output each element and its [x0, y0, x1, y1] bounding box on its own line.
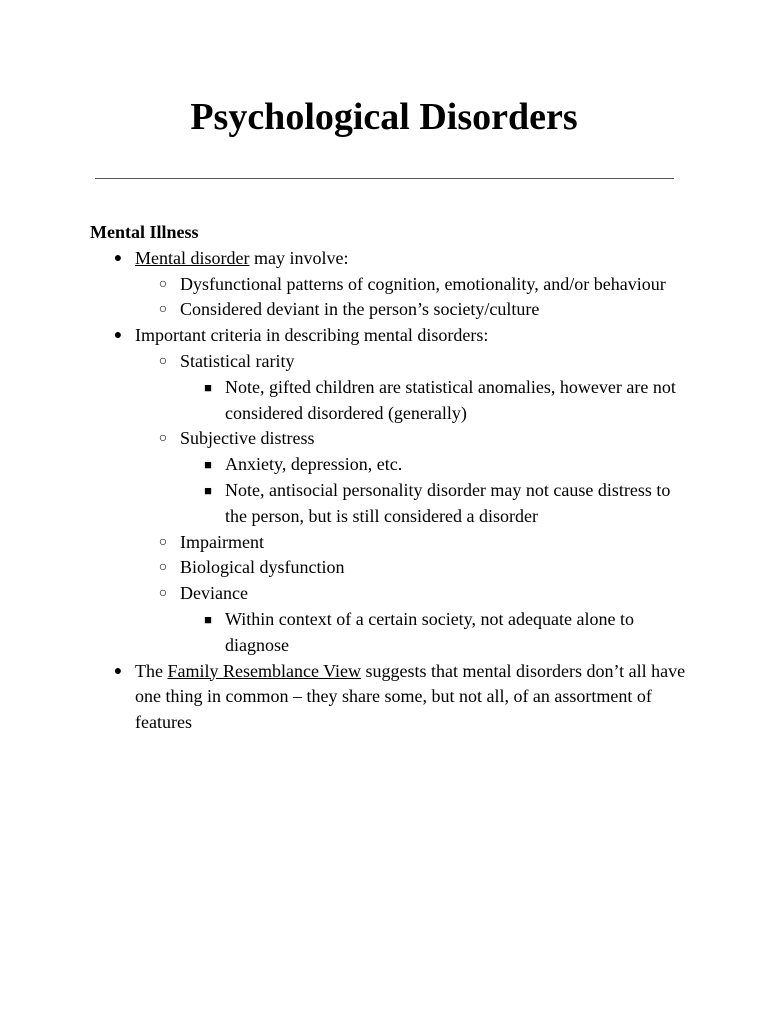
notes-content: [90, 220, 690, 736]
list-item-text: Within context of a certain society, not adequate alone to diagnose: [225, 608, 634, 655]
hollow-circle-bullet-icon: ○: [158, 586, 168, 602]
list-item-text: The: [135, 660, 168, 681]
hollow-circle-bullet-icon: ○: [158, 560, 168, 576]
bullet-list-level-2: [135, 349, 690, 659]
list-item-text: Statistical rarity: [180, 350, 295, 371]
filled-circle-bullet-icon: ●: [113, 663, 123, 679]
square-bullet-icon: ■: [204, 379, 212, 395]
list-item-text: Note, gifted children are statistical anomalies, however are not considered disordered (generally): [225, 376, 676, 423]
list-item-text: Dysfunctional patterns of cognition, emotionality, and/or behaviour: [180, 273, 666, 294]
filled-circle-bullet-icon: ●: [113, 328, 123, 344]
list-item: [90, 246, 690, 323]
page-title: Psychological Disorders: [190, 96, 578, 138]
bullet-list-level-3: [180, 375, 690, 427]
square-bullet-icon: ■: [204, 611, 212, 627]
key-term: Mental disorder: [135, 247, 250, 268]
list-item: [135, 530, 690, 556]
bullet-list-level-1: [90, 246, 690, 736]
list-item: [135, 349, 690, 426]
hollow-circle-bullet-icon: ○: [158, 431, 168, 447]
list-item-text: may involve:: [249, 247, 349, 268]
square-bullet-icon: ■: [204, 457, 212, 473]
hollow-circle-bullet-icon: ○: [158, 302, 168, 318]
square-bullet-icon: ■: [204, 482, 212, 498]
list-item: [135, 272, 690, 298]
list-item: [180, 375, 690, 427]
horizontal-divider: [95, 178, 674, 179]
key-term: Family Resemblance View: [167, 660, 362, 681]
list-item: [90, 659, 690, 736]
list-item: [180, 478, 690, 530]
list-item-text: Biological dysfunction: [180, 557, 345, 578]
list-item: [135, 426, 690, 529]
bullet-list-level-3: [180, 607, 690, 659]
list-item-text: suggests that mental disorders don’t all have one thing in common – they share some, but not all, of an assortment of features: [135, 660, 686, 733]
bullet-list-level-3: [180, 452, 690, 529]
list-item: [180, 607, 690, 659]
list-item: [135, 555, 690, 581]
section-heading: Mental Illness: [90, 222, 199, 242]
list-item: [180, 452, 690, 478]
list-item: [90, 323, 690, 658]
list-item: [135, 581, 690, 658]
bullet-list-level-2: [135, 272, 690, 324]
list-item-text: Anxiety, depression, etc.: [225, 454, 403, 475]
list-item: [135, 297, 690, 323]
list-item-text: Important criteria in describing mental disorders:: [135, 325, 489, 346]
hollow-circle-bullet-icon: ○: [158, 353, 168, 369]
list-item-text: Deviance: [180, 583, 248, 604]
list-item-text: Note, antisocial personality disorder may not cause distress to the person, but is still considered a disorder: [225, 479, 671, 526]
filled-circle-bullet-icon: ●: [113, 250, 123, 266]
list-item-text: Impairment: [180, 531, 264, 552]
hollow-circle-bullet-icon: ○: [158, 534, 168, 550]
hollow-circle-bullet-icon: ○: [158, 276, 168, 292]
list-item-text: Subjective distress: [180, 428, 315, 449]
list-item-text: Considered deviant in the person’s society/culture: [180, 299, 540, 320]
